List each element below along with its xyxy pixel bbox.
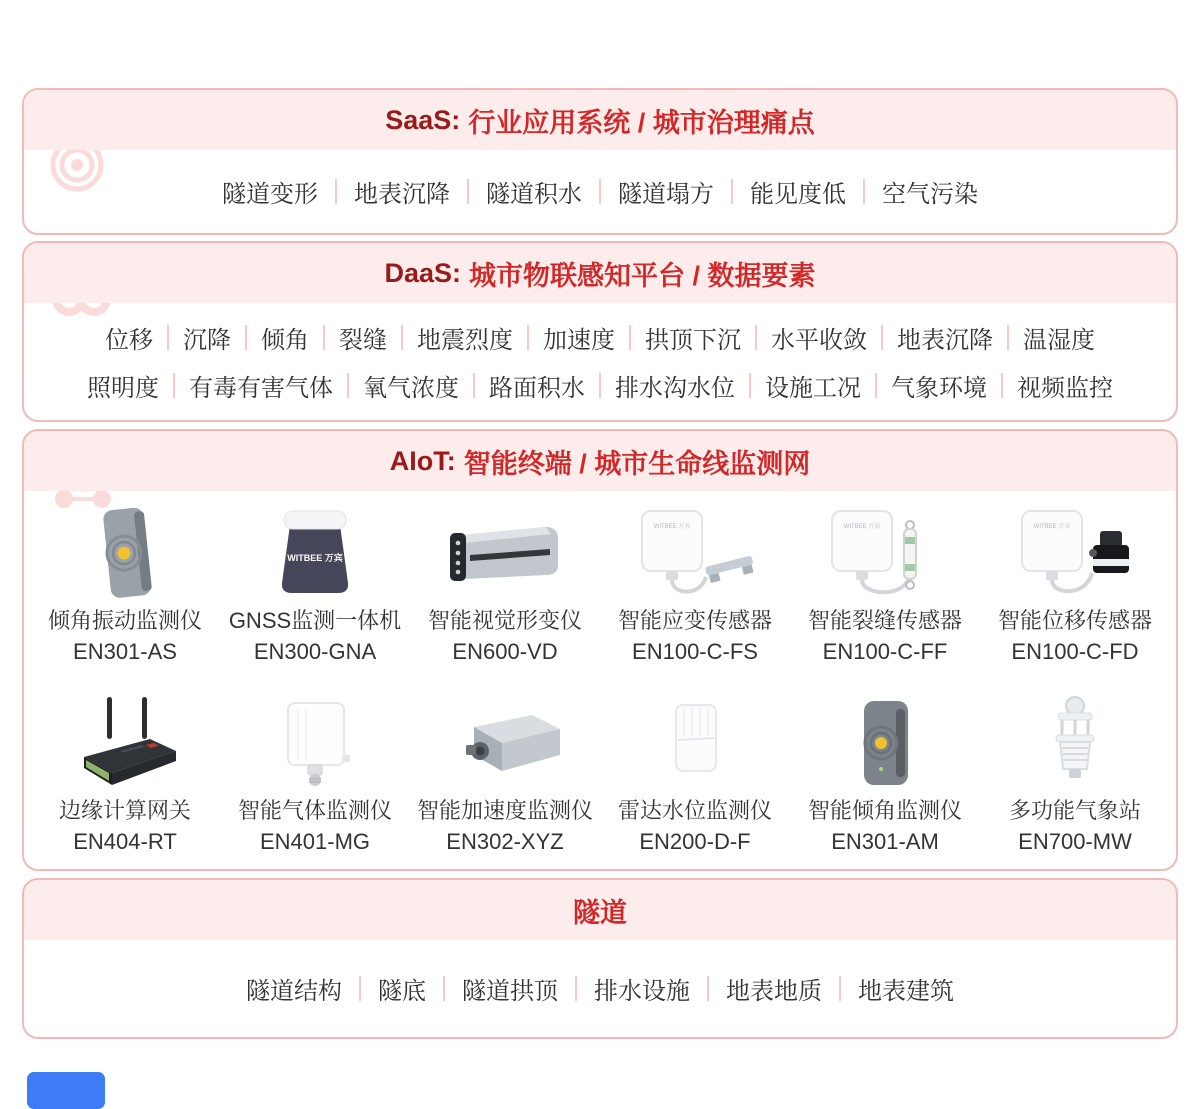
product-card (220, 691, 410, 857)
item-divider (173, 373, 175, 398)
daas-item: 气象环境 (891, 375, 987, 402)
daas-item: 设施工况 (765, 375, 861, 402)
daas-item: 地震烈度 (417, 327, 513, 354)
gas-monitor-illustration (240, 693, 390, 793)
crack-sensor-illustration (810, 503, 960, 603)
product-name: GNSS监测一体机 (228, 608, 402, 633)
product-model: EN401-MG (259, 829, 371, 854)
item-divider (575, 976, 577, 1001)
saas-items-row (24, 150, 1176, 233)
saas-title-prefix: SaaS: (385, 104, 461, 135)
device-image-en100-c-fd (980, 501, 1170, 605)
device-image-en200-d-f (600, 691, 790, 795)
daas-item: 地表沉降 (897, 327, 993, 354)
item-divider (401, 325, 403, 350)
daas-items-row-2 (24, 368, 1176, 403)
device-image-en302-xyz (410, 691, 600, 795)
daas-header-band (24, 243, 1176, 303)
product-name: 智能位移传感器 (997, 608, 1152, 633)
product-model: EN300-GNA (253, 639, 377, 664)
weather-station-illustration (1000, 693, 1150, 793)
aiot-title: 智能终端 / 城市生命线监测网 (463, 448, 811, 479)
saas-item: 地表沉降 (354, 181, 450, 208)
daas-panel (22, 241, 1178, 422)
device-image-en700-mw (980, 691, 1170, 795)
daas-item: 位移 (105, 327, 153, 354)
item-divider (599, 373, 601, 398)
device-brand-label: WITBEE 万宾 (653, 524, 691, 530)
accelerometer-illustration (430, 693, 580, 793)
daas-item: 温湿度 (1023, 327, 1095, 354)
product-model: EN700-MW (1018, 829, 1132, 854)
device-brand-label: WITBEE 万宾 (287, 553, 343, 563)
device-image-en301-as (30, 501, 220, 605)
product-model: EN200-D-F (639, 829, 751, 854)
item-divider (599, 179, 601, 204)
daas-item: 视频监控 (1017, 375, 1113, 402)
product-name: 边缘计算网关 (58, 798, 191, 823)
tunnel-item: 隧道结构 (246, 978, 342, 1005)
daas-item: 有毒有害气体 (189, 375, 333, 402)
device-brand-label: WITBEE 万宾 (1033, 524, 1071, 530)
product-model: EN302-XYZ (446, 829, 564, 854)
product-grid (24, 491, 1176, 857)
tunnel-header-band (24, 880, 1176, 940)
product-model: EN301-AM (831, 829, 939, 854)
product-name: 多功能气象站 (1008, 798, 1141, 823)
daas-item: 照明度 (87, 375, 159, 402)
item-divider (167, 325, 169, 350)
product-card (790, 691, 980, 857)
device-image-en100-c-fs (600, 501, 790, 605)
saas-item: 隧道塌方 (618, 181, 714, 208)
saas-item: 隧道变形 (222, 181, 318, 208)
product-name: 智能裂缝传感器 (807, 608, 962, 633)
item-divider (527, 325, 529, 350)
tunnel-items-row (24, 940, 1176, 1037)
daas-title-prefix: DaaS: (384, 257, 461, 288)
product-model: EN404-RT (73, 829, 177, 854)
item-divider (863, 179, 865, 204)
daas-item: 拱顶下沉 (645, 327, 741, 354)
aiot-title-prefix: AIoT: (389, 445, 456, 476)
displacement-sensor-illustration (1000, 503, 1150, 603)
item-divider (731, 179, 733, 204)
item-divider (755, 325, 757, 350)
product-card (980, 501, 1170, 667)
device-brand-label: WITBEE 万宾 (843, 524, 881, 530)
strain-sensor-illustration (620, 503, 770, 603)
tilt-vibration-monitor-illustration (50, 503, 200, 603)
daas-items-rows (24, 303, 1176, 420)
product-model: EN600-VD (452, 639, 558, 664)
item-divider (347, 373, 349, 398)
item-divider (839, 976, 841, 1001)
tunnel-item: 隧道拱顶 (462, 978, 558, 1005)
product-name: 智能气体监测仪 (237, 798, 392, 823)
product-name: 雷达水位监测仪 (617, 798, 772, 823)
tunnel-panel (22, 878, 1178, 1039)
item-divider (359, 976, 361, 1001)
product-card (980, 691, 1170, 857)
tunnel-item: 地表建筑 (858, 978, 954, 1005)
item-divider (749, 373, 751, 398)
product-card (410, 691, 600, 857)
device-image-en401-mg (220, 691, 410, 795)
item-divider (443, 976, 445, 1001)
item-divider (875, 373, 877, 398)
saas-item: 能见度低 (750, 181, 846, 208)
device-image-en300-gna (220, 501, 410, 605)
saas-item: 空气污染 (882, 181, 978, 208)
product-model: EN100-C-FF (822, 639, 948, 664)
product-model: EN100-C-FS (632, 639, 758, 664)
item-divider (467, 179, 469, 204)
daas-item: 排水沟水位 (615, 375, 735, 402)
partial-blue-element[interactable] (27, 1072, 105, 1109)
product-name: 倾角振动监测仪 (47, 608, 202, 633)
item-divider (473, 373, 475, 398)
product-card (600, 691, 790, 857)
device-image-en600-vd (410, 501, 600, 605)
product-card (790, 501, 980, 667)
product-card (30, 691, 220, 857)
item-divider (245, 325, 247, 350)
device-image-en404-rt (30, 691, 220, 795)
product-name: 智能视觉形变仪 (427, 608, 582, 633)
daas-item: 路面积水 (489, 375, 585, 402)
device-image-en100-c-ff (790, 501, 980, 605)
gnss-monitor-illustration (240, 503, 390, 603)
saas-header-band (24, 90, 1176, 150)
tunnel-item: 地表地质 (726, 978, 822, 1005)
item-divider (323, 325, 325, 350)
daas-item: 倾角 (261, 327, 309, 354)
saas-item: 隧道积水 (486, 181, 582, 208)
product-model: EN100-C-FD (1011, 639, 1139, 664)
product-card (410, 501, 600, 667)
tunnel-item: 隧底 (378, 978, 426, 1005)
product-name: 智能加速度监测仪 (416, 798, 593, 823)
item-divider (881, 325, 883, 350)
daas-item: 氧气浓度 (363, 375, 459, 402)
product-name: 智能倾角监测仪 (807, 798, 962, 823)
item-divider (335, 179, 337, 204)
tunnel-item: 排水设施 (594, 978, 690, 1005)
saas-panel (22, 88, 1178, 235)
tilt-monitor-illustration (810, 693, 960, 793)
daas-item: 沉降 (183, 327, 231, 354)
daas-item: 裂缝 (339, 327, 387, 354)
device-image-en301-am (790, 691, 980, 795)
edge-gateway-illustration (50, 693, 200, 793)
product-card (600, 501, 790, 667)
daas-item: 水平收敛 (771, 327, 867, 354)
item-divider (1007, 325, 1009, 350)
daas-items-row-1 (24, 320, 1176, 355)
daas-title: 城市物联感知平台 / 数据要素 (469, 260, 816, 291)
aiot-panel (22, 429, 1178, 871)
product-card (30, 501, 220, 667)
product-card (220, 501, 410, 667)
item-divider (707, 976, 709, 1001)
radar-level-monitor-illustration (620, 693, 770, 793)
aiot-header-band (24, 431, 1176, 491)
product-name: 智能应变传感器 (617, 608, 772, 633)
product-model: EN301-AS (73, 639, 177, 664)
item-divider (1001, 373, 1003, 398)
vision-camera-illustration (430, 503, 580, 603)
item-divider (629, 325, 631, 350)
tunnel-title: 隧道 (573, 897, 627, 928)
saas-title: 行业应用系统 / 城市治理痛点 (468, 107, 815, 138)
daas-item: 加速度 (543, 327, 615, 354)
